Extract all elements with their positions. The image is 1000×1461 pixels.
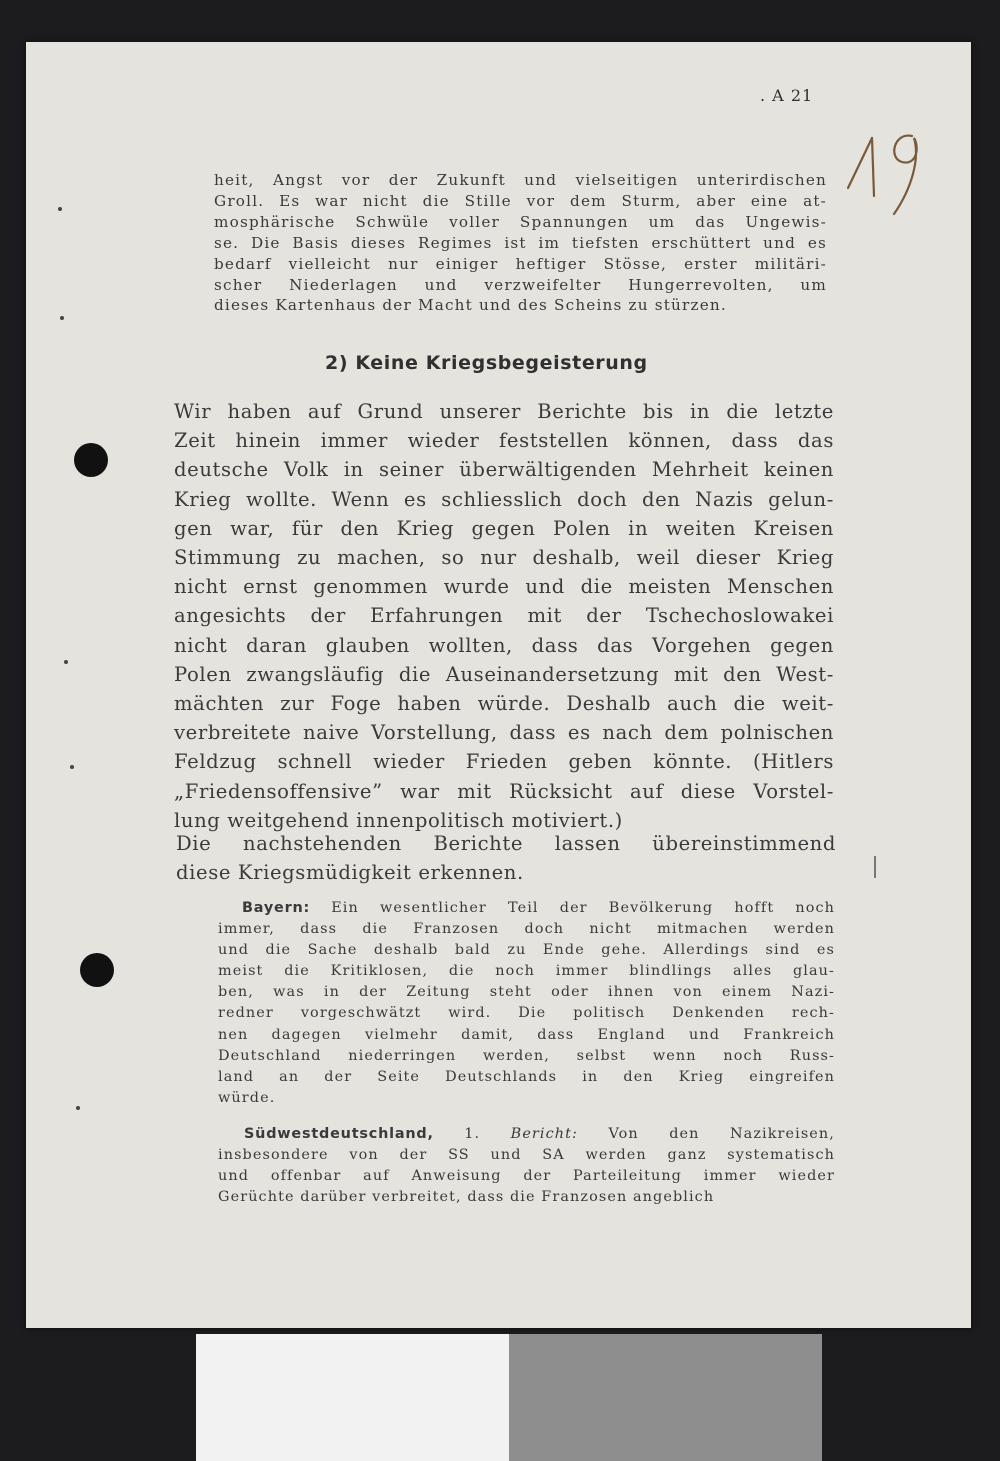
main-line: angesichts der Erfahrungen mit der Tschechoslowakei	[174, 604, 834, 628]
intro-line: mosphärische Schwüle voller Spannungen um das Ungewis-	[214, 212, 827, 231]
punch-hole-bottom	[80, 953, 114, 987]
summary-line: Die nachstehenden Berichte lassen übereinstimmend	[176, 832, 836, 855]
main-line: lung weitgehend innenpolitisch motiviert.)	[174, 808, 623, 832]
intro-line: dieses Kartenhaus der Macht und des Scheins zu stürzen.	[214, 296, 727, 315]
suedwest-report-label: Bericht:	[510, 1126, 578, 1142]
main-line: Wir haben auf Grund unserer Berichte bis in die letzte	[174, 400, 834, 423]
punch-hole-top	[74, 443, 108, 477]
bayern-line: nen dagegen vielmehr damit, dass England und Frankreich	[218, 1026, 835, 1043]
intro-line: bedarf vielleicht nur einiger heftiger Stösse, erster militäri-	[214, 254, 827, 273]
bayern-line: Deutschland niederringen werden, selbst wenn noch Russ-	[218, 1047, 835, 1064]
handwritten-number-drawing	[842, 118, 932, 228]
bayern-line: land an der Seite Deutschlands in den Krieg eingreifen	[218, 1068, 835, 1085]
main-line: Zeit hinein immer wieder feststellen können, dass das	[174, 429, 834, 453]
bayern-report	[218, 898, 835, 1109]
bayern-label: Bayern:	[242, 900, 311, 916]
main-line: mächten zur Foge haben würde. Deshalb auch die weit-	[174, 692, 834, 716]
margin-dot	[64, 660, 68, 664]
intro-paragraph	[214, 170, 827, 316]
margin-dot	[70, 765, 74, 769]
bayern-line: ben, was in der Zeitung steht oder ihnen von einem Nazi-	[218, 984, 835, 1001]
main-line: Polen zwangsläufig die Auseinandersetzung mit den West-	[174, 662, 834, 686]
bayern-line: und die Sache deshalb bald zu Ende gehe. Allerdings sind es	[218, 942, 835, 959]
margin-dot	[60, 316, 64, 320]
margin-dot	[76, 1106, 80, 1110]
suedwest-report	[218, 1124, 835, 1208]
intro-line: se. Die Basis dieses Regimes ist im tiefsten erschüttert und es	[214, 233, 827, 252]
summary-line: diese Kriegsmüdigkeit erkennen.	[176, 861, 524, 884]
main-line: verbreitete naive Vorstellung, dass es nach dem polnischen	[174, 721, 834, 745]
bayern-line: immer, dass die Franzosen doch nicht mitmachen werden	[218, 921, 835, 938]
suedwest-line: und offenbar auf Anweisung der Parteileitung immer wieder	[218, 1168, 835, 1185]
bayern-line: würde.	[218, 1089, 276, 1106]
page-number: . A 21	[760, 86, 814, 105]
intro-line: Groll. Es war nicht die Stille vor dem Sturm, aber eine at-	[214, 191, 827, 210]
summary-paragraph	[176, 829, 836, 887]
main-line: nicht ernst genommen wurde und die meisten Menschen	[174, 575, 834, 599]
handwritten-page-number	[842, 118, 932, 228]
suedwest-line: insbesondere von der SS und SA werden ganz systematisch	[218, 1147, 835, 1164]
margin-mark	[874, 856, 876, 878]
suedwest-report-number: 1.	[464, 1126, 481, 1142]
bayern-first-line-text: Ein wesentlicher Teil der Bevölkerung hofft noch	[331, 900, 835, 916]
main-line: gen war, für den Krieg gegen Polen in weiten Kreisen	[174, 516, 834, 540]
main-paragraph	[174, 397, 834, 835]
bayern-first-line	[218, 898, 835, 919]
intro-line: heit, Angst vor der Zukunft und vielseitigen unterirdischen	[214, 171, 827, 189]
suedwest-label: Südwestdeutschland,	[244, 1126, 434, 1142]
calibration-card-white	[196, 1334, 509, 1461]
main-line: „Friedensoffensive” war mit Rücksicht auf diese Vorstel-	[174, 779, 834, 803]
main-line: Stimmung zu machen, so nur deshalb, weil dieser Krieg	[174, 546, 834, 570]
margin-dot	[58, 207, 62, 211]
bayern-line: redner vorgeschwätzt wird. Die politisch Denkenden rech-	[218, 1005, 835, 1022]
main-line: nicht daran glauben wollten, dass das Vorgehen gegen	[174, 633, 834, 657]
suedwest-first-line-text: Von den Nazikreisen,	[608, 1126, 835, 1142]
intro-line: scher Niederlagen und verzweifelter Hungerrevolten, um	[214, 275, 827, 294]
bayern-line: meist die Kritiklosen, die noch immer blindlings alles glau-	[218, 963, 835, 980]
suedwest-first-line	[218, 1124, 835, 1145]
main-line: Krieg wollte. Wenn es schliesslich doch den Nazis gelun-	[174, 487, 834, 511]
main-line: deutsche Volk in seiner überwältigenden Mehrheit keinen	[174, 458, 834, 482]
main-line: Feldzug schnell wieder Frieden geben könnte. (Hitlers	[174, 750, 834, 774]
section-heading: 2) Keine Kriegsbegeisterung	[325, 352, 648, 374]
calibration-card-gray	[509, 1334, 822, 1461]
suedwest-line: Gerüchte darüber verbreitet, dass die Franzosen angeblich	[218, 1189, 715, 1206]
